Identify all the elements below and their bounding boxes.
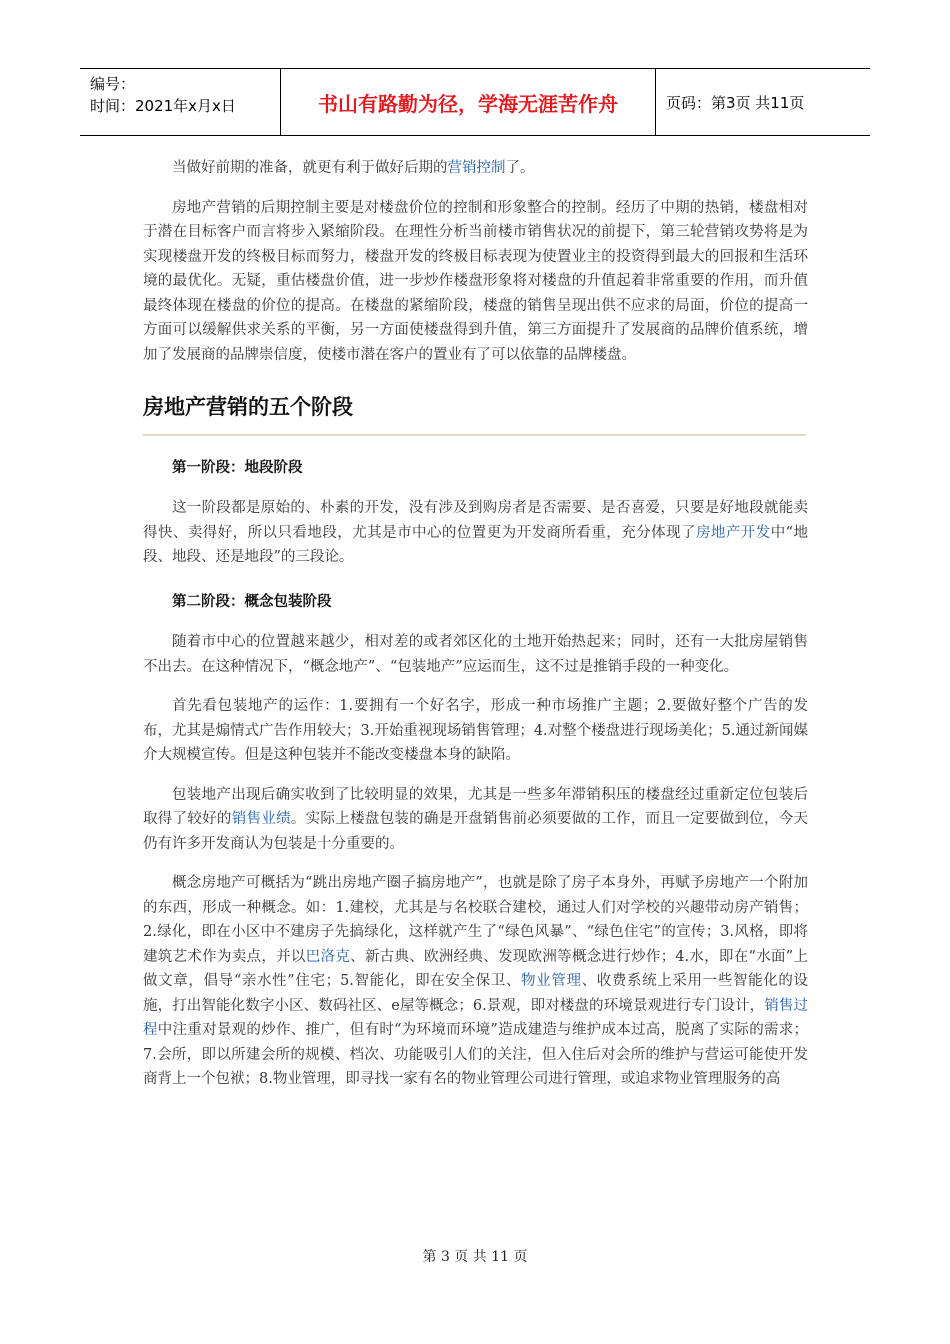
link-baroque[interactable]: 巴洛克 [305,948,351,965]
paragraph-late-control: 房地产营销的后期控制主要是对楼盘价位的控制和形象整合的控制。经历了中期的热销，楼盘相对于潜在目标客户而言将步入紧缩阶段。在理性分析当前楼市销售状况的前提下，第三轮营销攻势将是为实现楼盘开发的终极目标而努力，楼盘开发的终极目标表现为使置业主的投资得到最大的回报和生活环境的最优化。无疑，重估楼盘价值，进一步炒作楼盘形象将对楼盘的升值起着非常重要的作用，而升值最终体现在楼盘的价位的提高。在楼盘的紧缩阶段，楼盘的销售呈现出供不应求的局面，价位的提高一方面可以缓解供求关系的平衡，另一方面使楼盘得到升值，第三方面提升了发展商的品牌价值系统，增加了发展商的品牌崇信度，使楼市潜在客户的置业有了可以依靠的品牌楼盘。 [143,199,808,363]
doc-time-label: 时间：2021年x月x日 [90,97,236,115]
stage1-heading: 第一阶段：地段阶段 [172,459,303,476]
link-property-management[interactable]: 物业管理 [521,973,582,989]
page-footer: 第 3 页 共 11 页 [422,1249,528,1265]
paragraph-stage2-intro: 随着市中心的位置越来越少，相对差的或者郊区化的土地开始热起来；同时，还有一大批房屋销售不出去。在这种情况下，“概念地产”、“包装地产”应运而生，这不过是推销手段的一种变化。 [143,634,808,675]
link-marketing-control[interactable]: 营销控制 [447,160,506,176]
paragraph-packaging-effect: 包装地产出现后确实收到了比较明显的效果，尤其是一些多年滞销积压的楼盘经过重新定位包装后取得了较好的销售业绩。实际上楼盘包装的确是开盘销售前必须要做的工作，而且一定要做到位，今天仍有许多开发商认为包装是十分重要的。 [143,786,809,852]
paragraph-packaging-ops: 首先看包装地产的运作：1.要拥有一个好名字，形成一种市场推广主题；2.要做好整个广告的发布，尤其是煽情式广告作用较大；3.开始重视现场销售管理；4.对整个楼盘进行现场美化；5.通过新闻媒介大规模宣传。但是这种包装并不能改变楼盘本身的缺陷。 [143,698,808,763]
link-sales-performance[interactable]: 销售业绩 [231,811,291,827]
link-real-estate-development[interactable]: 房地产开发 [695,524,771,541]
header-motto: 书山有路勤为径，学海无涯苦作舟 [281,69,656,135]
section-title: 房地产营销的五个阶段 [143,395,806,436]
header-page-info: 页码：第3页 共11页 [666,93,805,112]
document-body [143,156,808,1107]
paragraph-stage1: 这一阶段都是原始的、朴素的开发，没有涉及到购房者是否需要、是否喜爱，只要是好地段就能卖得快、卖得好，所以只看地段，尤其是市中心的位置更为开发商所看重，充分体现了房地产开发中“地段、地段、还是地段”的三段论。 [143,500,809,565]
paragraph-intro: 当做好前期的准备，就更有利于做好后期的营销控制了。 [172,160,535,176]
doc-number-label: 编号： [90,75,136,93]
stage2-heading: 第二阶段：概念包装阶段 [172,593,332,610]
paragraph-concept-estate: 概念房地产可概括为“跳出房地产圈子搞房地产”，也就是除了房子本身外，再赋予房地产一个附加的东西，形成一种概念。如：1.建校，尤其是与名校联合建校，通过人们对学校的兴趣带动房产销售；2.绿化，即在小区中不建房子先搞绿化，这样就产生了“绿色风暴”、“绿色住宅”的宣传；3.风格，即将建筑艺术作为卖点，并以巴洛克、新古典、欧洲经典、发现欧洲等概念进行炒作；4.水，即在“水面”上做文章，倡导“亲水性”住宅；5.智能化，即在安全保卫、物业管理、收费系统上采用一些智能化的设施，打出智能化数字小区、数码社区、e屋等概念；6.景观，即对楼盘的环境景观进行专门设计，销售过程中注重对景观的炒作、推广，但有时“为环境而环境”造成建造与维护成本过高，脱离了实际的需求；7.会所，即以所建会所的规模、档次、功能吸引人们的关注，但入住后对会所的维护与营运可能使开发商背上一个包袱；8.物业管理，即寻找一家有名的物业管理公司进行管理，或追求物业管理服务的高 [143,875,809,1087]
link-sales-process[interactable]: 销售过程 [143,997,808,1038]
header-meta-cell [80,69,281,135]
header-table [80,68,870,136]
